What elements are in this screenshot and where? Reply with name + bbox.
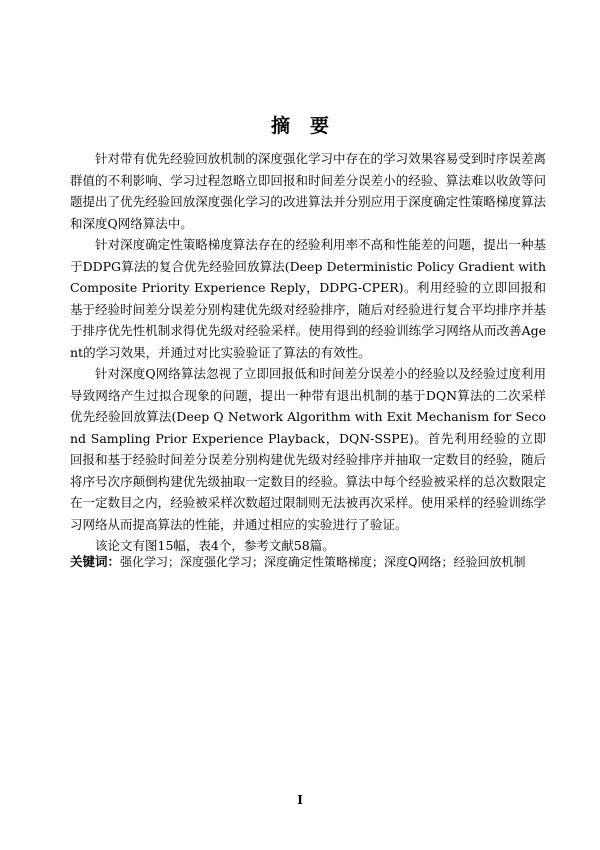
keywords-section (70, 551, 546, 574)
abstract-paragraph-2: 针对深度确定性策略梯度算法存在的经验利用率不高和性能差的问题，提出一种基于DDPG算法的复合优先经验回放算法(Deep Deterministic Policy Gradient with Composite Priority Experience Reply，DDPG-CPER)。利用经验的立即回报和基于经验时间差分误差分别构建优先级对经验排序，随后对经验进行复合平均排序并基于排序优先性机制求得优先级对经验采样。使用得到的经验训练学习网络从而改善Agent的学习效果，并通过对比实验验证了算法的有效性。 (70, 237, 546, 360)
keywords-text: 强化学习；深度强化学习；深度确定性策略梯度；深度Q网络；经验回放机制 (120, 555, 526, 569)
abstract-statistics: 该论文有图15幅，表4个，参考文献58篇。 (95, 538, 335, 553)
page-number: I (297, 793, 303, 807)
abstract-paragraph-3: 针对深度Q网络算法忽视了立即回报低和时间差分误差小的经验以及经验过度利用导致网络产生过拟合现象的问题，提出一种带有退出机制的基于DQN算法的二次采样优先经验回放算法(Deep Q Network Algorithm with Exit Mechanism for Second Sampling Prior Experience Playback，DQN-SSPE)。首先利用经验的立即回报和基于经验时间差分误差分别构建优先级对经验排序并抽取一定数目的经验，随后将序号次序颠倒构建优先级抽取一定数目的经验。算法中每个经验被采样的总次数限定在一定数目之内，经验被采样次数超过限制则无法被再次采样。使用采样的经验训练学习网络从而提高算法的性能，并通过相应的实验进行了验证。 (70, 366, 546, 532)
page-title: 摘要 (270, 115, 349, 137)
keywords-label: 关键词： (70, 554, 121, 569)
abstract-paragraph-1: 针对带有优先经验回放机制的深度强化学习中存在的学习效果容易受到时序误差离群值的不利影响、学习过程忽略立即回报和时间差分误差小的经验、算法难以收敛等问题提出了优先经验回放深度强化学习的改进算法并分别应用于深度确定性策略梯度算法和深度Q网络算法中。 (70, 151, 546, 231)
abstract-body (70, 148, 546, 557)
